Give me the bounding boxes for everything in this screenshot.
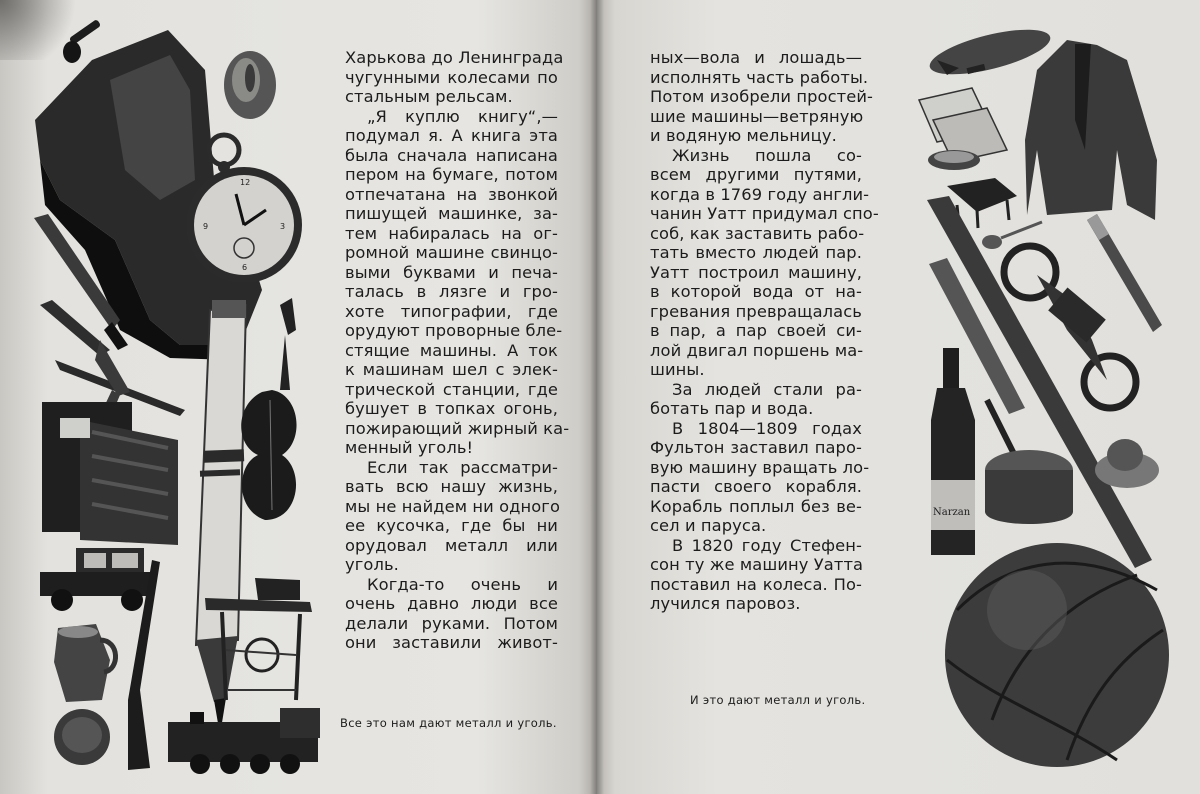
right-page <box>597 0 1200 794</box>
text-line: отпечатана на звонкой <box>345 184 558 204</box>
text-line: соб, как заставить рабо- <box>650 223 865 243</box>
football-icon <box>945 543 1169 767</box>
text-line: сон ту же машину Уатта <box>650 555 864 574</box>
text-line: Потом изобрели простей- <box>650 87 874 106</box>
text-line: Корабль поплыл без ве- <box>650 496 862 516</box>
text-line: пасти своего корабля. <box>650 477 862 496</box>
text-line: Если так рассматри- <box>367 457 558 477</box>
jug-icon <box>54 624 116 702</box>
text-line: шие машины—ветряную <box>650 106 864 126</box>
text-line: За людей стали ра- <box>672 379 862 399</box>
text-line: выми буквами и печа- <box>345 262 558 282</box>
locomotive-icon <box>168 708 320 774</box>
text-line: уголь. <box>345 555 399 574</box>
text-line: шины. <box>650 360 705 379</box>
hat-icon <box>1095 439 1159 488</box>
text-line: подумал я. А книга эта <box>345 126 558 145</box>
text-line: орудовал металл или <box>345 535 558 555</box>
text-line: пишущей машинке, за- <box>345 204 558 223</box>
text-line: вать всю нашу жизнь, <box>345 477 558 496</box>
text-line: менный уголь! <box>345 438 474 457</box>
text-line: трической станции, где <box>345 379 558 399</box>
fountain-pen-icon <box>196 300 246 735</box>
text-line: сел и паруса. <box>650 516 767 535</box>
text-line: лучился паровоз. <box>650 594 801 613</box>
rope-coil-icon <box>224 51 276 119</box>
bowl-icon <box>928 150 980 170</box>
violin-icon <box>241 298 296 520</box>
text-line: в которой вода от на- <box>650 282 862 301</box>
text-line: делали руками. Потом <box>345 613 558 633</box>
text-line: В 1820 году Стефен- <box>672 535 862 555</box>
text-line: ботать пар и вода. <box>650 399 814 418</box>
motorcycle-icon <box>1004 246 1136 408</box>
text-line: тем набиралась на ог- <box>345 223 558 243</box>
text-line: „Я куплю книгу“,— <box>367 106 558 126</box>
right-caption: И это дают металл и уголь. <box>690 693 866 707</box>
text-line: когда в 1769 году англи- <box>650 184 870 204</box>
text-line: В 1804—1809 годах <box>672 418 862 438</box>
text-line: чугунными колесами по <box>345 67 558 87</box>
text-line: стящие машины. А ток <box>345 340 558 360</box>
text-line: поставил на колеса. По- <box>650 574 862 594</box>
text-line: в пар, а пар своей си- <box>650 321 862 340</box>
svg-text:9: 9 <box>203 222 209 231</box>
text-line: стальным рельсам. <box>345 87 513 106</box>
text-line: бушует в топках огонь, <box>345 399 558 418</box>
svg-text:12: 12 <box>240 178 251 187</box>
text-line: чанин Уатт придумал спо- <box>650 204 879 223</box>
text-line: они заставили живот- <box>345 633 558 652</box>
text-line: Жизнь пошла со- <box>672 145 862 165</box>
text-line: хоте типографии, где <box>345 301 558 321</box>
text-line: и водяную мельницу. <box>650 126 837 145</box>
text-line: талась в лязге и гро- <box>345 282 558 301</box>
svg-text:3: 3 <box>280 222 286 231</box>
left-text-column <box>345 48 570 653</box>
book-gutter <box>590 0 604 794</box>
right-text-column <box>650 48 879 614</box>
folding-camera-icon <box>42 402 178 545</box>
left-caption: Все это нам дают металл и уголь. <box>340 716 557 730</box>
text-line: мы не найдем ни одного <box>345 496 561 516</box>
text-line: всем другими путями, <box>650 165 862 184</box>
jacket-icon <box>1025 40 1157 220</box>
text-line: очень давно люди все <box>345 594 558 613</box>
svg-text:6: 6 <box>242 263 248 272</box>
left-page <box>0 0 597 794</box>
text-line: к машинам шел с элек- <box>345 360 558 379</box>
airship-icon <box>926 21 1055 84</box>
text-line: Уатт построил машину, <box>650 262 862 282</box>
text-line: ромной машине свинцо- <box>345 243 558 262</box>
bottle-icon <box>931 348 975 555</box>
tin-can-icon <box>54 709 110 765</box>
text-line: пером на бумаге, потом <box>345 165 558 184</box>
text-line: гревания превращалась <box>650 301 862 321</box>
text-line: орудуют проворные бле- <box>345 321 563 340</box>
text-line: вую машину вращать ло- <box>650 457 870 477</box>
text-line: ных—вола и лошадь— <box>650 48 862 67</box>
text-line: Фультон заставил паро- <box>650 438 862 457</box>
vintage-car-icon <box>40 548 150 611</box>
text-line: ее кусочка, где бы ни <box>345 516 558 535</box>
text-line: тать вместо людей пар. <box>650 243 862 262</box>
text-line: Харькова до Ленинграда <box>345 48 564 67</box>
text-line: Когда-то очень и <box>367 574 558 594</box>
text-line: лой двигал поршень ма- <box>650 340 864 360</box>
text-line: была сначала написана <box>345 145 558 165</box>
text-line: пожирающий жирный ка- <box>345 418 570 438</box>
pipe-icon <box>63 19 101 63</box>
bottle-label: Narzan <box>933 507 971 518</box>
text-line: исполнять часть работы. <box>650 67 869 87</box>
